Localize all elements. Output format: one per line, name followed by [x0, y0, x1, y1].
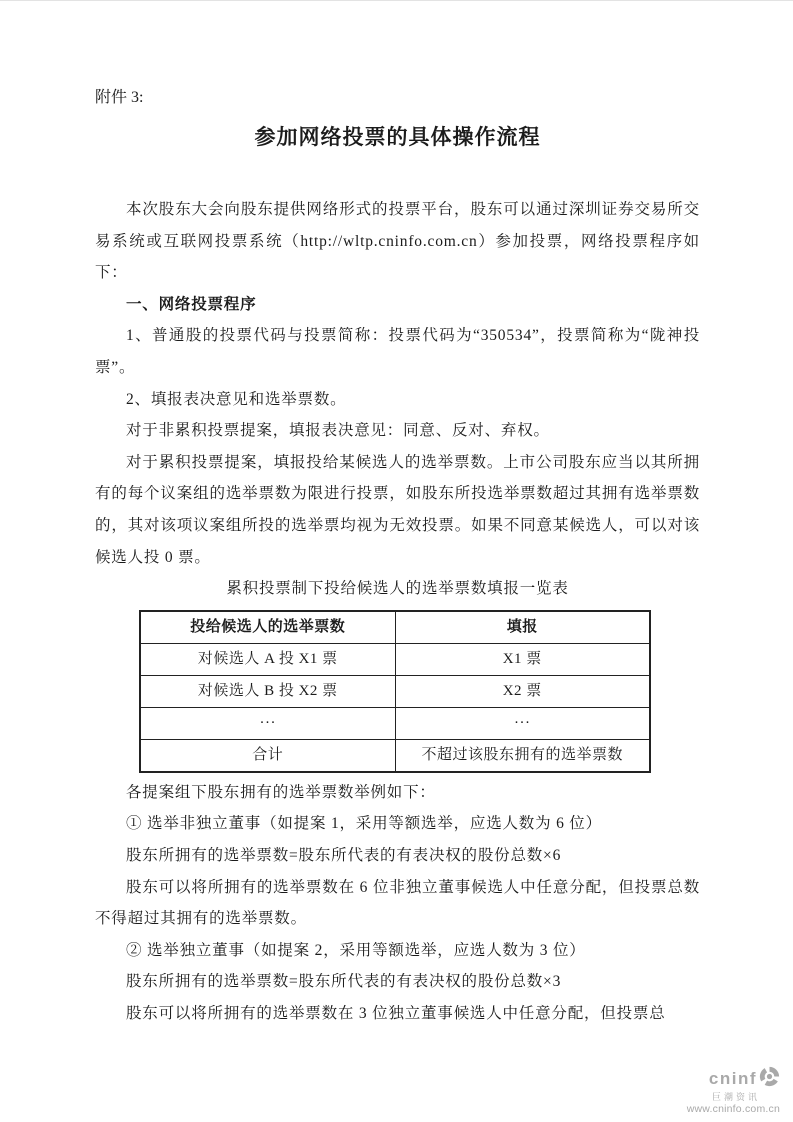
- page-title: 参加网络投票的具体操作流程: [254, 125, 541, 149]
- paragraph: 2、填报表决意见和选举票数。: [126, 390, 347, 408]
- table-cell: 对候选人 A 投 X1 票: [140, 643, 395, 675]
- table-cell: ···: [140, 707, 395, 739]
- paragraph: 1、普通股的投票代码与投票简称：投票代码为“350534”，投票简称为“陇神投票”。: [95, 327, 700, 376]
- table-cell: 对候选人 B 投 X2 票: [140, 675, 395, 707]
- attachment-label: 附件 3:: [95, 89, 144, 106]
- paragraph: 一、网络投票程序: [126, 295, 257, 313]
- paragraph: ② 选举独立董事（如提案 2，采用等额选举，应选人数为 3 位）: [126, 941, 586, 959]
- table-cell: X2 票: [395, 675, 650, 707]
- table-cell: 合计: [140, 739, 395, 772]
- table-row: [140, 739, 650, 772]
- paragraph: 本次股东大会向股东提供网络形式的投票平台，股东可以通过深圳证券交易所交易系统或互联网投票系统（http://wltp.cninfo.com.cn）参加投票，网络投票程序如下：: [95, 201, 700, 282]
- paragraph: 各提案组下股东拥有的选举票数举例如下：: [126, 783, 436, 801]
- cninfo-caption-text: 巨潮资讯: [711, 1091, 760, 1102]
- paragraph: 股东可以将所拥有的选举票数在 6 位非独立董事候选人中任意分配，但投票总数不得超过其拥有的选举票数。: [95, 878, 700, 928]
- table-row: [140, 643, 650, 675]
- document-body: [95, 194, 700, 1029]
- sections-before-table: [95, 194, 700, 573]
- table-header-row: [140, 611, 650, 644]
- cninfo-url-text: www.cninfo.com.cn: [686, 1102, 780, 1115]
- cninfo-logo: [687, 1066, 780, 1115]
- cninfo-logo-row: [687, 1066, 780, 1091]
- table-cell: ···: [395, 707, 650, 739]
- cninfo-swirl-icon: [759, 1066, 780, 1091]
- paragraph: 对于累积投票提案，填报投给某候选人的选举票数。上市公司股东应当以其所拥有的每个议案组的选举票数为限进行投票，如股东所投选举票数超过其拥有选举票数的，其对该项议案组所投的选举票均视为无效投票。如果不同意某候选人，可以对该候选人投 0 票。: [95, 453, 700, 566]
- paragraph: ① 选举非独立董事（如提案 1，采用等额选举，应选人数为 6 位）: [126, 815, 602, 833]
- paragraph: 股东可以将所拥有的选举票数在 3 位独立董事候选人中任意分配，但投票总: [126, 1004, 666, 1022]
- table-body: [140, 643, 650, 772]
- table-row: [140, 707, 650, 739]
- sections-after-table: [95, 777, 700, 1030]
- table-header-cell: 填报: [395, 611, 650, 644]
- table-cell: X1 票: [395, 643, 650, 675]
- table-caption: 累积投票制下投给候选人的选举票数填报一览表: [226, 580, 569, 598]
- paragraph: 股东所拥有的选举票数=股东所代表的有表决权的股份总数×6: [126, 846, 562, 864]
- cninfo-brand-text: cninf: [708, 1068, 757, 1088]
- paragraph: 对于非累积投票提案，填报表决意见：同意、反对、弃权。: [126, 422, 550, 440]
- table-row: [140, 675, 650, 707]
- table-header-cell: 投给候选人的选举票数: [140, 611, 395, 644]
- table-cell: 不超过该股东拥有的选举票数: [395, 739, 650, 772]
- paragraph: 股东所拥有的选举票数=股东所代表的有表决权的股份总数×3: [126, 973, 562, 991]
- cumulative-vote-table: [139, 610, 651, 773]
